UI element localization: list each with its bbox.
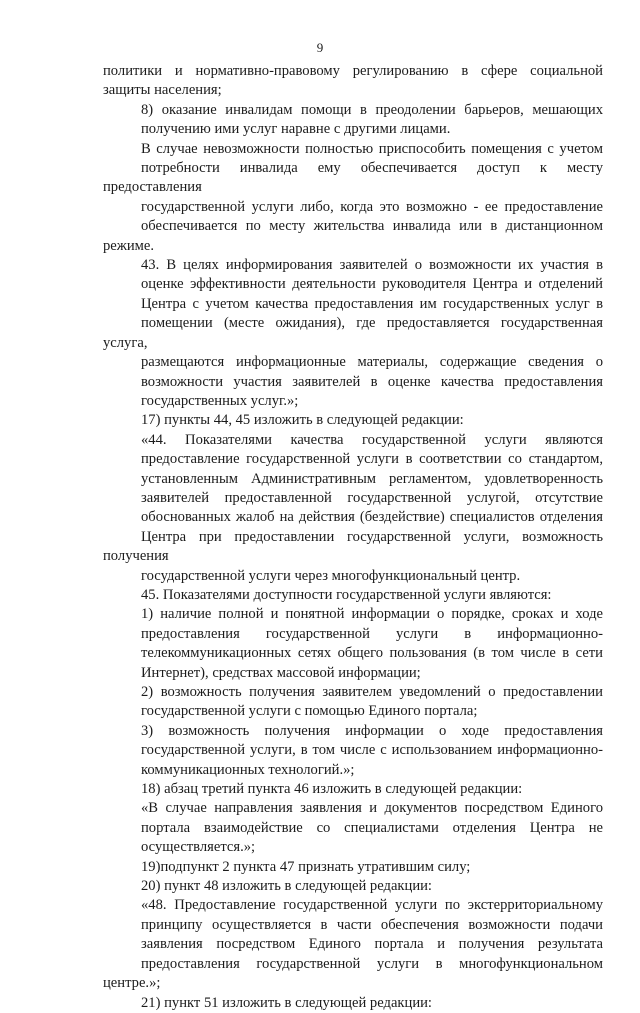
paragraph — [103, 877, 603, 896]
paragraph — [103, 101, 603, 140]
text-line: предоставление государственной услуги в соответствии со стандартом, — [141, 451, 603, 468]
text-line: обеспечивается по месту жительства инвалида или в дистанционном режиме. — [103, 218, 603, 254]
text-line: 3) возможность получения информации о ходе предоставления — [141, 722, 603, 739]
text-line: оценке эффективности деятельности руководителя Центра и отделений — [141, 276, 603, 293]
text-line: В случае невозможности полностью приспособить помещения с учетом — [141, 140, 603, 157]
text-line: Центра при предоставлении государственной услуги, возможность получения — [103, 528, 603, 565]
paragraph — [103, 140, 603, 256]
text-line: получению ими услуг наравне с другими лицами. — [141, 121, 451, 138]
text-line: портала взаимодействие со специалистами отделения Центра не — [141, 819, 603, 836]
paragraph — [103, 994, 603, 1013]
paragraph — [103, 799, 603, 857]
paragraph — [103, 896, 603, 993]
document-body — [103, 62, 603, 1013]
text-line: принципу осуществляется в части обеспечения возможности подачи — [141, 916, 603, 933]
text-line: 18) абзац третий пункта 46 изложить в следующей редакции: — [141, 781, 523, 798]
paragraph — [103, 858, 603, 877]
text-line: Центра с учетом качества предоставления им государственных услуг в — [141, 295, 603, 312]
text-line: государственной услуги с помощью Единого портала; — [141, 703, 478, 720]
text-line: «48. Предоставление государственной услуги по экстерриториальному — [141, 897, 603, 914]
text-line: предоставления государственной услуги в многофункциональном центре.»; — [103, 955, 603, 992]
text-line: заявления посредством Единого портала и получения результата — [141, 936, 603, 953]
text-line: 43. В целях информирования заявителей о возможности их участия в — [141, 257, 603, 274]
text-line: государственных услуг.»; — [141, 392, 299, 409]
text-line: государственной услуги либо, когда это возможно - ее предоставление — [141, 198, 603, 215]
text-line: возможности участия заявителей в оценке качества предоставления — [141, 373, 603, 390]
text-line: заявителей предоставленной государственной услугой, отсутствие — [141, 489, 603, 506]
text-line: защиты населения; — [103, 82, 222, 99]
text-line: «44. Показателями качества государственной услуги являются — [141, 431, 603, 448]
text-line: 8) оказание инвалидам помощи в преодолении барьеров, мешающих — [141, 101, 603, 118]
text-line: установленным Административным регламентом, удовлетворенность — [141, 470, 603, 487]
text-line: «В случае направления заявления и документов посредством Единого — [141, 800, 603, 817]
paragraph — [103, 256, 603, 411]
text-line: 17) пункты 44, 45 изложить в следующей редакции: — [141, 412, 464, 429]
paragraph — [103, 62, 603, 101]
text-line: потребности инвалида ему обеспечивается доступ к месту предоставления — [103, 160, 603, 196]
text-line: 2) возможность получения заявителем уведомлений о предоставлении — [141, 684, 603, 700]
paragraph — [103, 722, 603, 780]
text-line: осуществляется.»; — [141, 839, 256, 856]
text-line: помещении (месте ожидания), где предоставляется государственная услуга, — [103, 315, 603, 351]
paragraph — [103, 586, 603, 605]
paragraph — [103, 780, 603, 799]
text-line: коммуникационных технологий.»; — [141, 761, 355, 778]
paragraph — [103, 605, 603, 683]
page-number: 9 — [316, 40, 324, 55]
text-line: обоснованных жалоб на действия (бездействие) специалистов отделения — [141, 509, 603, 526]
text-line: 19)подпункт 2 пункта 47 признать утратившим силу; — [141, 858, 471, 875]
text-line: 21) пункт 51 изложить в следующей редакции: — [141, 994, 432, 1011]
text-line: размещаются информационные материалы, содержащие сведения о — [141, 354, 603, 371]
text-line: 45. Показателями доступности государственной услуги являются: — [141, 586, 552, 603]
text-line: предоставления государственной услуги в информационно- — [141, 625, 603, 642]
text-line: 1) наличие полной и понятной информации о порядке, сроках и ходе — [141, 606, 603, 623]
text-line: государственной услуги, в том числе с использованием информационно- — [141, 742, 603, 759]
paragraph — [103, 683, 603, 722]
text-line: государственной услуги через многофункциональный центр. — [141, 567, 521, 584]
text-line: 20) пункт 48 изложить в следующей редакции: — [141, 878, 432, 895]
text-line: Интернет), средствах массовой информации; — [141, 664, 421, 681]
text-line: политики и нормативно-правовому регулированию в сфере социальной — [103, 63, 603, 79]
paragraph — [103, 411, 603, 430]
text-line: телекоммуникационных сетях общего пользования (в том числе в сети — [141, 645, 603, 662]
paragraph — [103, 431, 603, 586]
